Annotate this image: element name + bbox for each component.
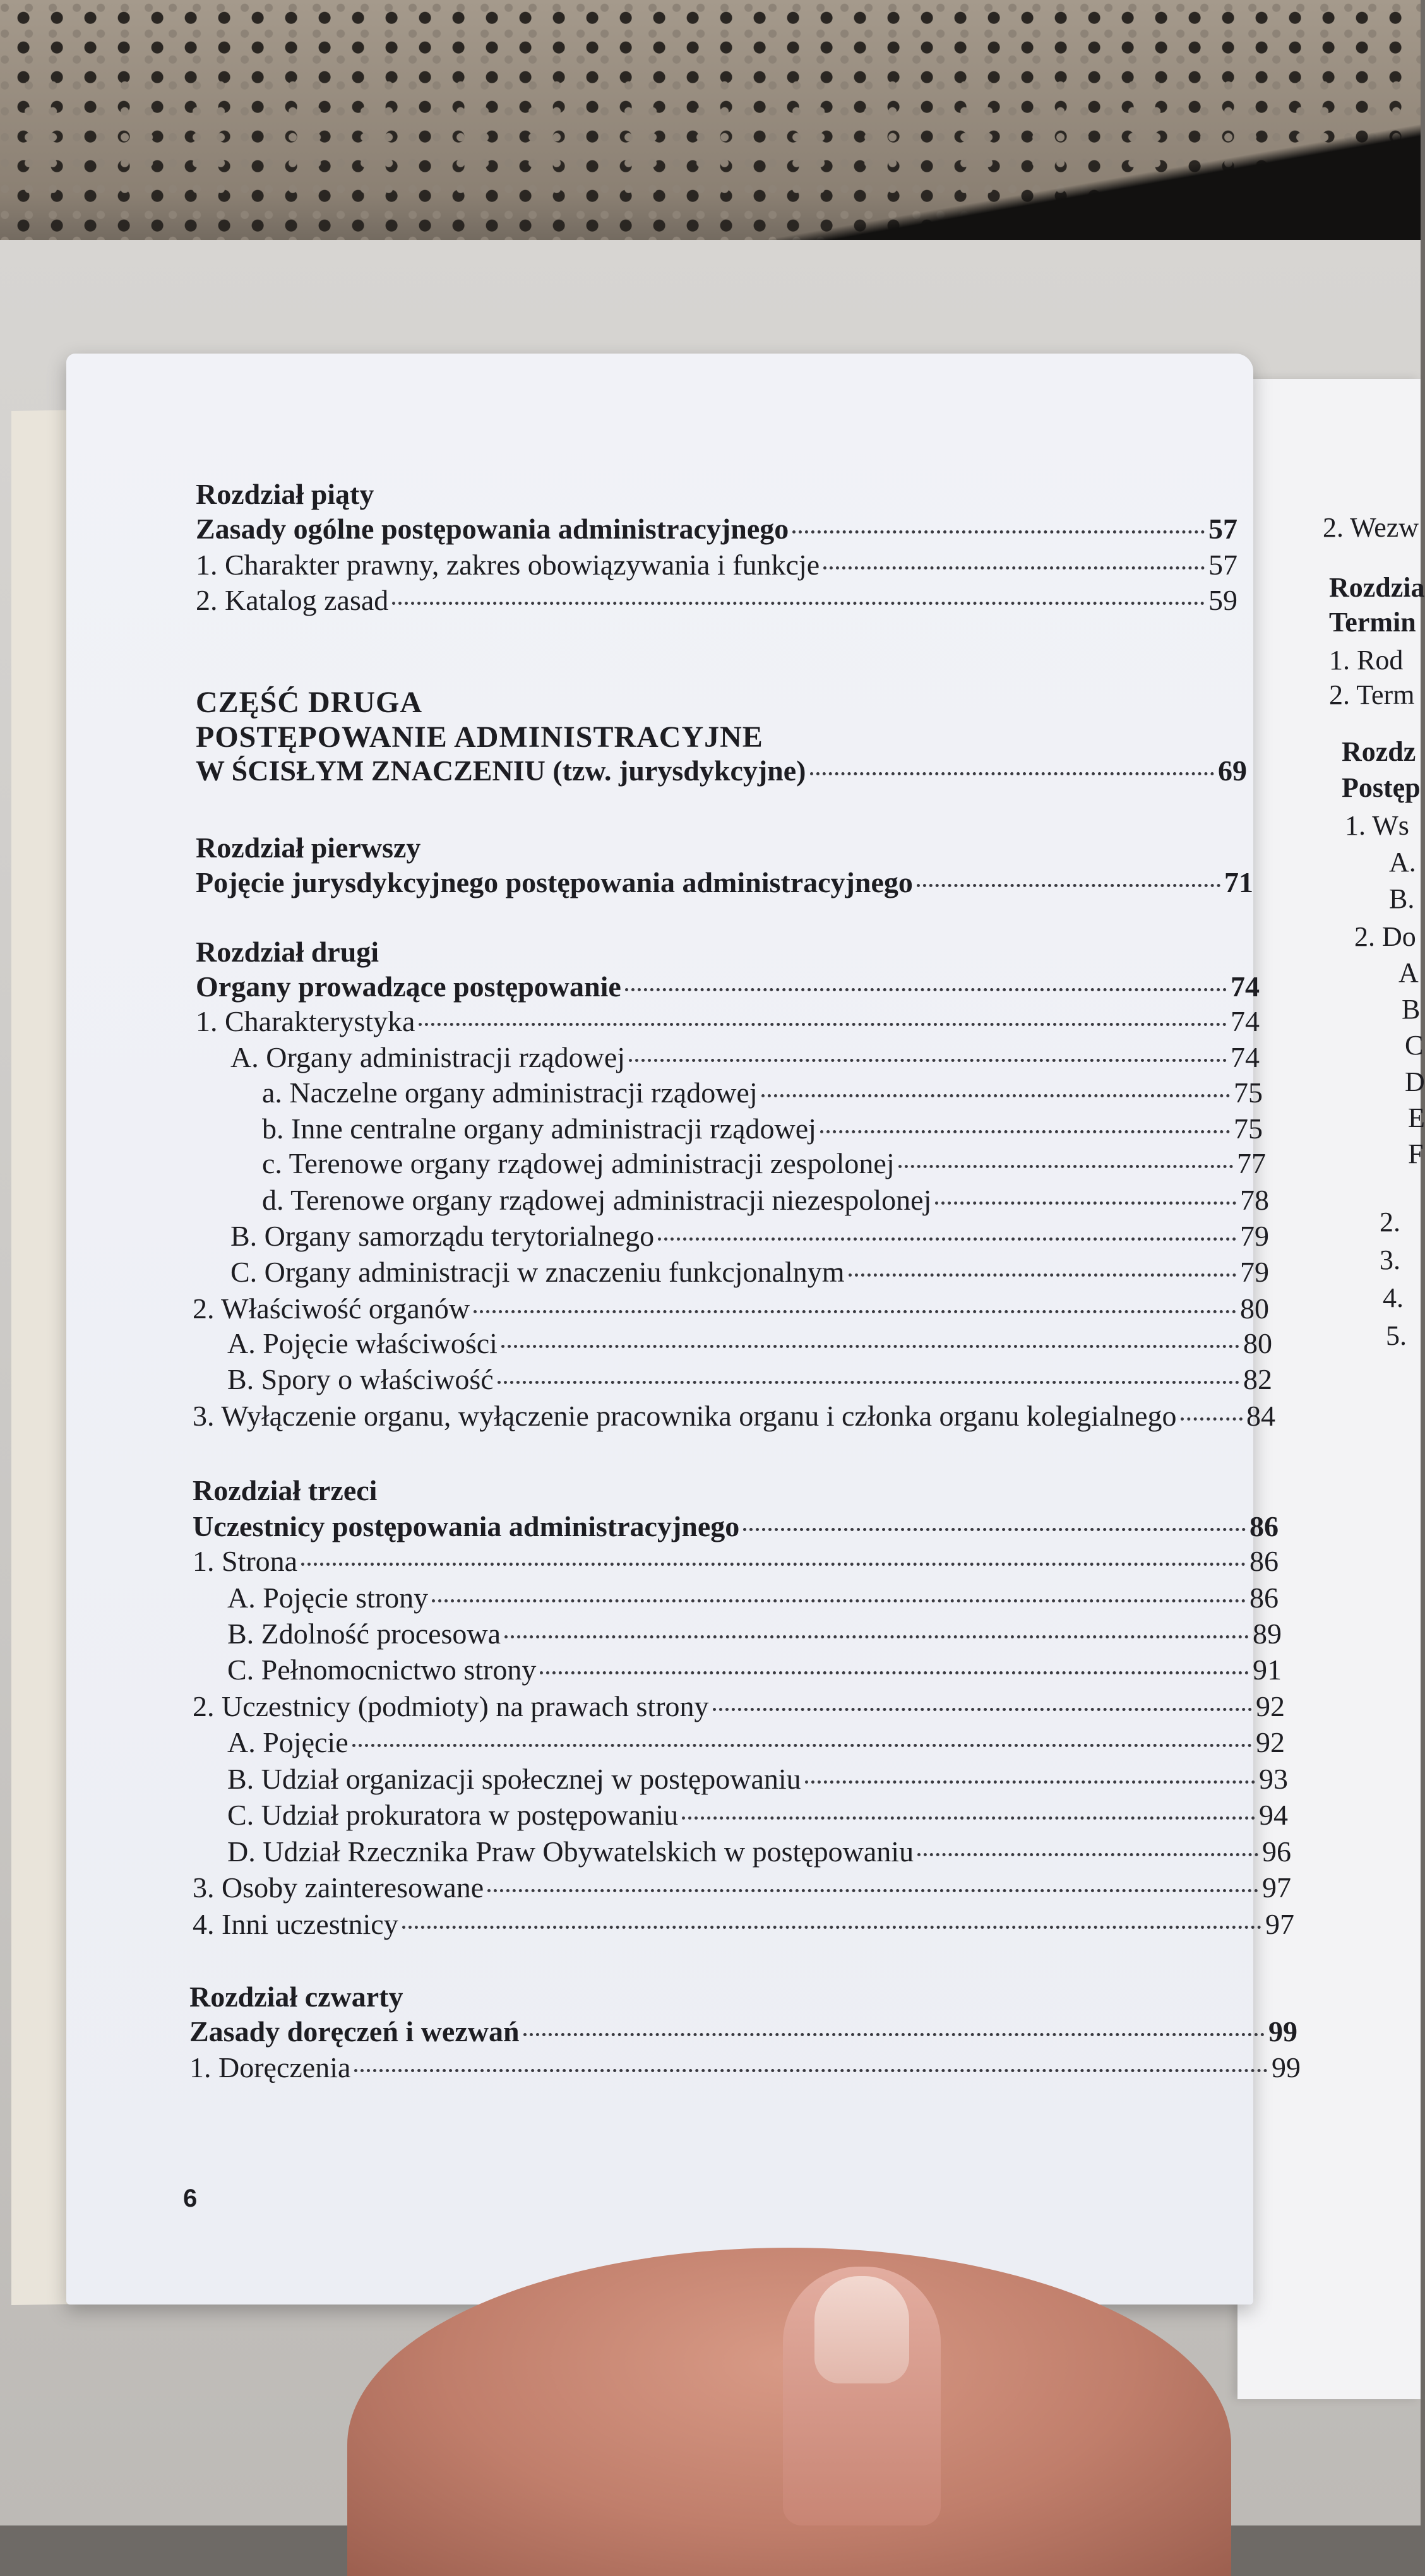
toc-entry xyxy=(262,1186,1269,1215)
toc-entry xyxy=(196,586,1237,615)
toc-entry-page: 80 xyxy=(1240,1292,1269,1325)
toc-entry xyxy=(196,972,1260,1001)
toc-entry xyxy=(193,1873,1291,1902)
toc-entry-page: 79 xyxy=(1240,1220,1269,1252)
toc-entry-title: a. Naczelne organy administracji rządowej xyxy=(262,1076,758,1109)
toc-entry xyxy=(227,1329,1272,1358)
toc-entry-title: W ŚCISŁYM ZNACZENIU (tzw. jurysdykcyjne) xyxy=(196,754,806,787)
dot-leader xyxy=(392,602,1205,605)
toc-entry xyxy=(227,1655,1282,1685)
toc-entry-page: 74 xyxy=(1231,1005,1260,1037)
toc-entry-page: 99 xyxy=(1272,2051,1301,2084)
toc-entry xyxy=(227,1801,1288,1830)
facing-page-fragment: A. xyxy=(1389,847,1416,878)
toc-entry xyxy=(196,515,1237,544)
toc-entry xyxy=(189,2017,1297,2046)
toc-entry-title: b. Inne centralne organy administracji rządowej xyxy=(262,1112,816,1145)
facing-page-fragment: 2. Term xyxy=(1329,679,1415,710)
facing-page-fragment: 1. Ws xyxy=(1345,810,1409,841)
facing-page-fragment: 2. xyxy=(1380,1207,1400,1237)
toc-entry xyxy=(193,1402,1275,1431)
toc-entry-title: A. Pojęcie xyxy=(227,1726,349,1758)
facing-page-fragment: C xyxy=(1405,1030,1424,1061)
toc-entry-page: 71 xyxy=(1224,866,1253,898)
toc-entry xyxy=(193,1476,377,1505)
thumbnail-nail xyxy=(814,2276,909,2383)
toc-entry-page: 74 xyxy=(1231,970,1260,1003)
toc-entry xyxy=(262,1114,1263,1143)
toc-entry-page: 75 xyxy=(1234,1076,1263,1109)
toc-entry-title: D. Udział Rzecznika Praw Obywatelskich w postępowaniu xyxy=(227,1835,914,1868)
toc-entry-page: 82 xyxy=(1243,1363,1272,1395)
toc-entry-title: Rozdział pierwszy xyxy=(196,832,421,864)
toc-entry xyxy=(196,1007,1260,1036)
dot-leader xyxy=(504,1635,1249,1638)
facing-page-fragment: 5. xyxy=(1386,1320,1407,1351)
facing-page-fragment: A xyxy=(1398,957,1419,988)
dot-leader xyxy=(1181,1417,1243,1421)
facing-page-fragment: Rozdzia xyxy=(1329,572,1425,603)
dot-leader xyxy=(301,1563,1246,1566)
toc-entry-page: 57 xyxy=(1208,513,1237,545)
toc-entry-title: 1. Charakter prawny, zakres obowiązywania i funkcje xyxy=(196,549,820,581)
toc-entry xyxy=(230,1043,1260,1072)
toc-entry-title: Zasady doręczeń i wezwań xyxy=(189,2015,520,2048)
toc-entry xyxy=(189,2053,1301,2082)
toc-entry-page: 92 xyxy=(1256,1690,1285,1722)
toc-entry-title: C. Pełnomocnictwo strony xyxy=(227,1654,537,1686)
toc-entry xyxy=(193,1547,1279,1576)
dot-leader xyxy=(540,1671,1249,1674)
toc-entry-page: 89 xyxy=(1253,1618,1282,1650)
dot-leader xyxy=(487,1889,1258,1892)
toc-entry xyxy=(193,1692,1285,1721)
dot-leader xyxy=(625,988,1227,991)
dot-leader xyxy=(805,1780,1255,1784)
dot-leader xyxy=(820,1130,1230,1133)
toc-entry-title: C. Udział prokuratora w postępowaniu xyxy=(227,1799,679,1831)
table-of-contents-page xyxy=(66,354,1301,2305)
toc-entry-title: 2. Katalog zasad xyxy=(196,584,389,616)
dot-leader xyxy=(402,1926,1261,1929)
toc-entry xyxy=(230,1258,1269,1287)
toc-entry-title: 1. Strona xyxy=(193,1545,298,1577)
toc-entry xyxy=(196,756,1247,785)
toc-entry-title: B. Spory o właściwość xyxy=(227,1363,494,1395)
toc-entry xyxy=(262,1078,1263,1107)
facing-page-fragment: 3. xyxy=(1380,1244,1400,1275)
facing-page-fragment: B. xyxy=(1389,883,1415,914)
dot-leader xyxy=(917,884,1220,887)
facing-page-fragment: 1. Rod xyxy=(1329,645,1404,676)
dot-leader xyxy=(682,1816,1255,1820)
toc-entry-page: 84 xyxy=(1246,1400,1275,1432)
toc-entry-page: 78 xyxy=(1240,1184,1269,1216)
dot-leader xyxy=(898,1165,1233,1168)
dot-leader xyxy=(501,1345,1239,1348)
toc-entry-title: C. Organy administracji w znaczeniu funkcjonalnym xyxy=(230,1256,845,1288)
toc-entry-title: c. Terenowe organy rządowej administracji zespolonej xyxy=(262,1147,895,1179)
dot-leader xyxy=(352,1744,1252,1747)
toc-entry-title: Rozdział czwarty xyxy=(189,1981,403,2013)
toc-entry xyxy=(196,868,1253,897)
toc-entry-title: Uczestnicy postępowania administracyjnego xyxy=(193,1510,740,1542)
toc-entry-page: 80 xyxy=(1243,1327,1272,1359)
dot-leader xyxy=(849,1273,1236,1277)
facing-page-fragment: F xyxy=(1408,1138,1424,1169)
facing-page-fragment: E xyxy=(1408,1102,1425,1133)
dot-leader xyxy=(629,1059,1227,1062)
dot-leader xyxy=(743,1528,1246,1531)
toc-entry-title: Rozdział piąty xyxy=(196,478,374,510)
toc-entry-page: 86 xyxy=(1249,1510,1279,1542)
toc-entry-page: 69 xyxy=(1218,754,1247,787)
toc-entry-page: 94 xyxy=(1259,1799,1288,1831)
dot-leader xyxy=(474,1310,1236,1313)
toc-entry xyxy=(227,1365,1272,1394)
dot-leader xyxy=(917,1853,1258,1856)
facing-page-fragment: Postęp xyxy=(1342,772,1421,803)
toc-entry xyxy=(196,938,379,967)
toc-entry xyxy=(196,551,1237,580)
toc-entry-title: Rozdział drugi xyxy=(196,936,379,968)
toc-entry xyxy=(230,1222,1269,1251)
dot-leader xyxy=(498,1381,1239,1384)
toc-entry-page: 97 xyxy=(1265,1908,1294,1940)
toc-entry-page: 86 xyxy=(1249,1545,1279,1577)
toc-entry-page: 99 xyxy=(1268,2015,1297,2048)
toc-entry-title: 2. Właściwość organów xyxy=(193,1292,470,1325)
toc-entry-page: 79 xyxy=(1240,1256,1269,1288)
facing-page-fragment: Rozdz xyxy=(1342,736,1416,767)
toc-entry-title: A. Pojęcie strony xyxy=(227,1582,429,1614)
toc-entry-title: Organy prowadzące postępowanie xyxy=(196,970,621,1003)
toc-entry-title: 3. Wyłączenie organu, wyłączenie pracownika organu i członka organu kolegialnego xyxy=(193,1400,1177,1432)
dot-leader xyxy=(354,2069,1268,2072)
dot-leader xyxy=(761,1094,1230,1097)
toc-entry xyxy=(193,1294,1269,1323)
dot-leader xyxy=(810,772,1215,775)
dot-leader xyxy=(432,1599,1246,1602)
toc-entry xyxy=(196,833,420,862)
toc-entry-page: 57 xyxy=(1208,549,1237,581)
toc-entry xyxy=(193,1512,1279,1541)
toc-entry-title: 1. Charakterystyka xyxy=(196,1005,415,1037)
dot-leader xyxy=(792,530,1205,534)
toc-entry xyxy=(227,1765,1288,1794)
facing-page-fragment: D xyxy=(1405,1066,1425,1097)
toc-entry-page: 75 xyxy=(1234,1112,1263,1145)
toc-entry-page: 86 xyxy=(1249,1582,1279,1614)
toc-entry-title: 2. Uczestnicy (podmioty) na prawach strony xyxy=(193,1690,709,1722)
page-number: 6 xyxy=(183,2185,198,2212)
toc-entry xyxy=(227,1728,1285,1757)
part-title-line-1: CZĘŚĆ DRUGA xyxy=(196,686,423,719)
toc-entry-page: 96 xyxy=(1262,1835,1291,1868)
toc-entry-title: B. Zdolność procesowa xyxy=(227,1618,501,1650)
toc-entry-title: B. Udział organizacji społecznej w postępowaniu xyxy=(227,1763,801,1795)
toc-entry xyxy=(189,1983,403,2012)
toc-entry-page: 91 xyxy=(1253,1654,1282,1686)
toc-entry-page: 97 xyxy=(1262,1871,1291,1904)
toc-entry xyxy=(193,1910,1294,1939)
toc-entry xyxy=(227,1837,1291,1866)
toc-entry-page: 92 xyxy=(1256,1726,1285,1758)
facing-page-fragment: B xyxy=(1402,994,1421,1025)
toc-entry xyxy=(196,480,374,509)
toc-entry-title: 1. Doręczenia xyxy=(189,2051,351,2084)
toc-entry-title: Rozdział trzeci xyxy=(193,1474,378,1506)
toc-entry-title: 4. Inni uczestnicy xyxy=(193,1908,398,1940)
toc-entry-page: 59 xyxy=(1208,584,1237,616)
toc-entry-title: B. Organy samorządu terytorialnego xyxy=(230,1220,655,1252)
dot-leader xyxy=(523,2033,1265,2036)
dot-leader xyxy=(823,566,1205,569)
part-title-line-2: POSTĘPOWANIE ADMINISTRACYJNE xyxy=(196,720,763,754)
toc-entry-title: 3. Osoby zainteresowane xyxy=(193,1871,484,1904)
dot-leader xyxy=(658,1237,1236,1241)
toc-entry xyxy=(262,1149,1266,1178)
table-of-contents xyxy=(66,354,1301,2305)
toc-entry-title: Zasady ogólne postępowania administracyjnego xyxy=(196,513,789,545)
facing-page-fragment: 4. xyxy=(1383,1282,1404,1313)
toc-entry-page: 93 xyxy=(1259,1763,1288,1795)
toc-entry-page: 77 xyxy=(1237,1147,1266,1179)
toc-entry-title: d. Terenowe organy rządowej administracji niezespolonej xyxy=(262,1184,932,1216)
dot-leader xyxy=(419,1023,1227,1026)
toc-entry xyxy=(227,1583,1279,1613)
toc-entry-title: A. Pojęcie właściwości xyxy=(227,1327,498,1359)
facing-page-fragment: 2. Wezw xyxy=(1323,512,1419,543)
toc-entry xyxy=(227,1619,1282,1649)
facing-page-fragment: 2. Do xyxy=(1354,921,1416,952)
dot-leader xyxy=(713,1708,1252,1711)
toc-entry-title: Pojęcie jurysdykcyjnego postępowania administracyjnego xyxy=(196,866,913,898)
toc-entry-title: A. Organy administracji rządowej xyxy=(230,1041,626,1073)
dot-leader xyxy=(935,1202,1236,1205)
toc-entry-page: 74 xyxy=(1231,1041,1260,1073)
facing-page-fragment: Termin xyxy=(1329,607,1416,638)
